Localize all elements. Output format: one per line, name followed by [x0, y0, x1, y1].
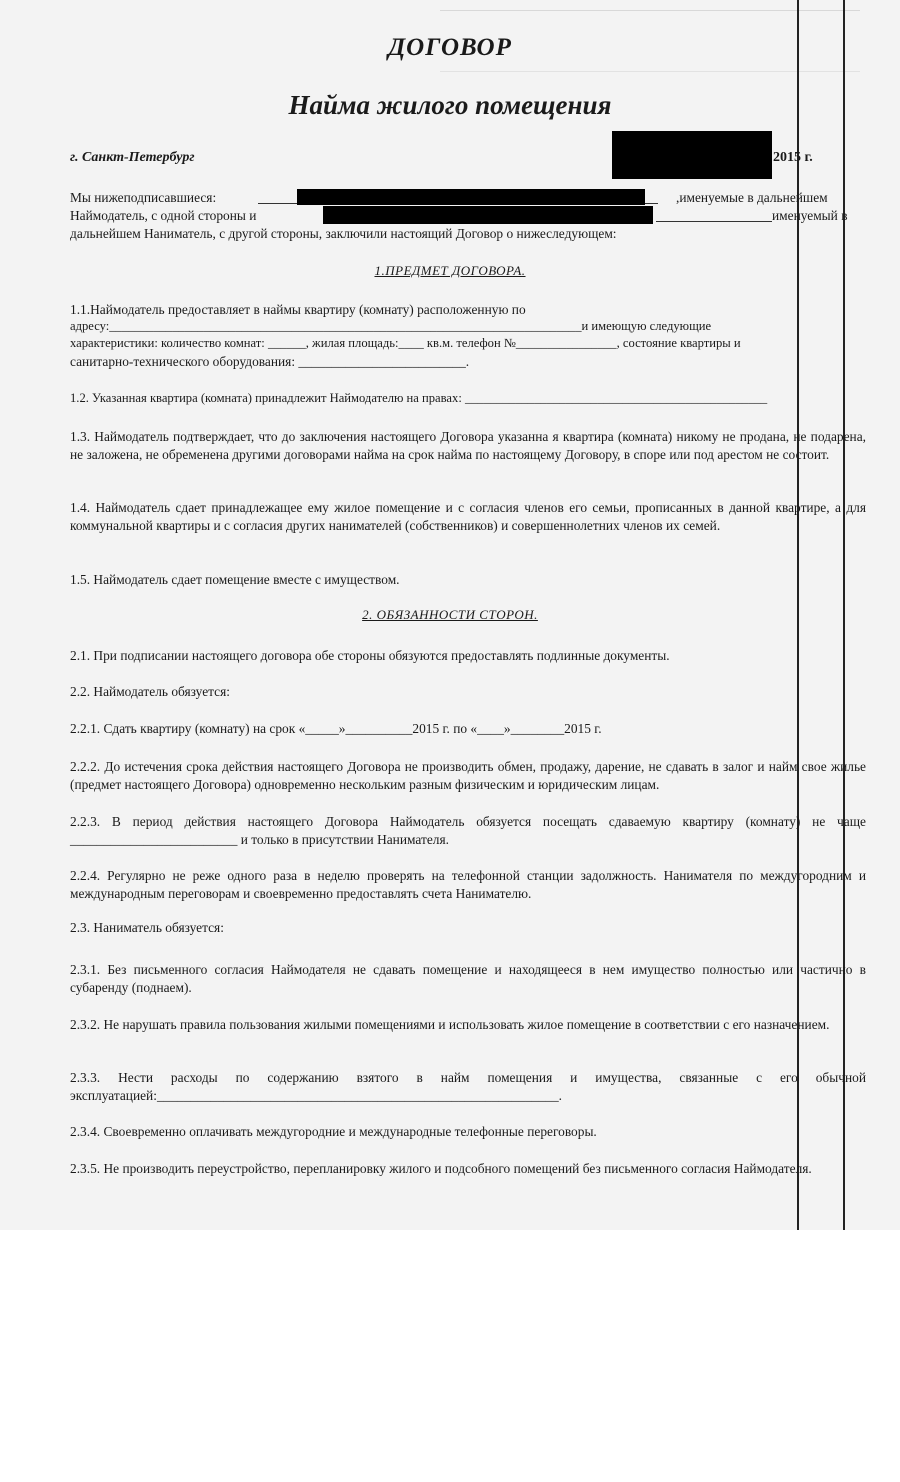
intro-line2-underline	[656, 207, 772, 222]
clause-1-3: 1.3. Наймодатель подтверждает, что до заключения настоящего Договора указанна я квартира (комната) никому не продана, не подарена, не заложена, не обременена другими договорами найма на срок найма по настоящему Договору, в споре или под арестом не состоит.	[70, 429, 866, 462]
clause-2-3-3: 2.3.3. Нести расходы по содержанию взятого в найм помещения и имущества, связанные с его обычной эксплуатацией:____________________________________________________________.	[70, 1070, 866, 1103]
city-label: г. Санкт-Петербург	[70, 150, 195, 165]
section1-heading: 1.ПРЕДМЕТ ДОГОВОРА.	[374, 263, 526, 278]
clause-1-1-line1: 1.1.Наймодатель предоставляет в наймы квартиру (комнату) расположенную по	[70, 302, 526, 317]
section2-heading: 2. ОБЯЗАННОСТИ СТОРОН.	[362, 607, 538, 622]
clause-1-1-line4: санитарно-технического оборудования: _________________________.	[70, 354, 470, 369]
clause-2-3-5: 2.3.5. Не производить переустройство, перепланировку жилого и подсобного помещений без письменного согласия Наймодателя.	[70, 1161, 812, 1176]
clause-1-1-line3: характеристики: количество комнат: ______, жилая площадь:____ кв.м. телефон №________________, состояние квартиры и	[70, 336, 741, 350]
clause-2-3: 2.3. Наниматель обязуется:	[70, 920, 224, 935]
clause-1-4: 1.4. Наймодатель сдает принадлежащее ему жилое помещение и с согласия членов его семьи, прописанных в данной квартире, а для коммунальной квартиры и с согласия других нанимателей (собственников) и совершеннолетних членов их семей.	[70, 500, 866, 533]
redaction-tenant	[323, 206, 653, 224]
clause-2-2-1: 2.2.1. Сдать квартиру (комнату) на срок «_____»__________2015 г. по «____»________2015 г.	[70, 721, 602, 736]
clause-2-2-4: 2.2.4. Регулярно не реже одного раза в неделю проверять на телефонной станции задолжность. Нанимателя по междугородним и международным переговорам и своевременно предоставлять счета Нанимателю.	[70, 868, 866, 901]
document-subtitle: Найма жилого помещения	[288, 90, 612, 120]
clause-1-1-line2: адресу:___________________________________________________________________________и имеющую следующие	[70, 319, 712, 333]
clause-1-2: 1.2. Указанная квартира (комната) принадлежит Наймодателю на правах: ________________________________________________	[70, 391, 768, 405]
redaction-landlord	[297, 189, 645, 205]
intro-line1-right: ,именуемые в дальнейшем	[676, 190, 828, 205]
clause-2-3-4: 2.3.4. Своевременно оплачивать междугородние и международные телефонные переговоры.	[70, 1124, 597, 1139]
clause-2-1: 2.1. При подписании настоящего договора обе стороны обязуются предоставлять подлинные документы.	[70, 648, 670, 663]
redaction-date	[612, 131, 772, 179]
clause-2-2: 2.2. Наймодатель обязуется:	[70, 684, 230, 699]
intro-line3: дальнейшем Наниматель, с другой стороны, заключили настоящий Договор о нижеследующем:	[70, 226, 617, 241]
clause-2-3-2: 2.3.2. Не нарушать правила пользования жилыми помещениями и использовать жилое помещение в соответствии с его назначением.	[70, 1017, 830, 1032]
intro-line2-right: именуемый в	[772, 208, 848, 223]
clause-1-5: 1.5. Наймодатель сдает помещение вместе с имуществом.	[70, 572, 400, 587]
clause-2-2-2: 2.2.2. До истечения срока действия настоящего Договора не производить обмен, продажу, дарение, не сдавать в залог и найм свое жилье (предмет настоящего Договора) одновременно нескольким разным физическим и юридическим лицам.	[70, 759, 866, 792]
intro-line1-left: Мы нижеподписавшиеся:	[70, 190, 217, 205]
document-title: ДОГОВОР	[388, 34, 512, 61]
intro-line2-left: Наймодатель, с одной стороны и	[70, 208, 257, 223]
clause-2-2-3: 2.2.3. В период действия настоящего Договора Наймодатель обязуется посещать сдаваемую квартиру (комнату) не чаще _________________________ и только в присутствии Нанимателя.	[70, 814, 866, 847]
clause-2-3-1: 2.3.1. Без письменного согласия Наймодателя не сдавать помещение и находящееся в нем имущество полностью или частично в субаренду (поднаем).	[70, 962, 866, 995]
year-label: 2015 г.	[773, 150, 813, 165]
